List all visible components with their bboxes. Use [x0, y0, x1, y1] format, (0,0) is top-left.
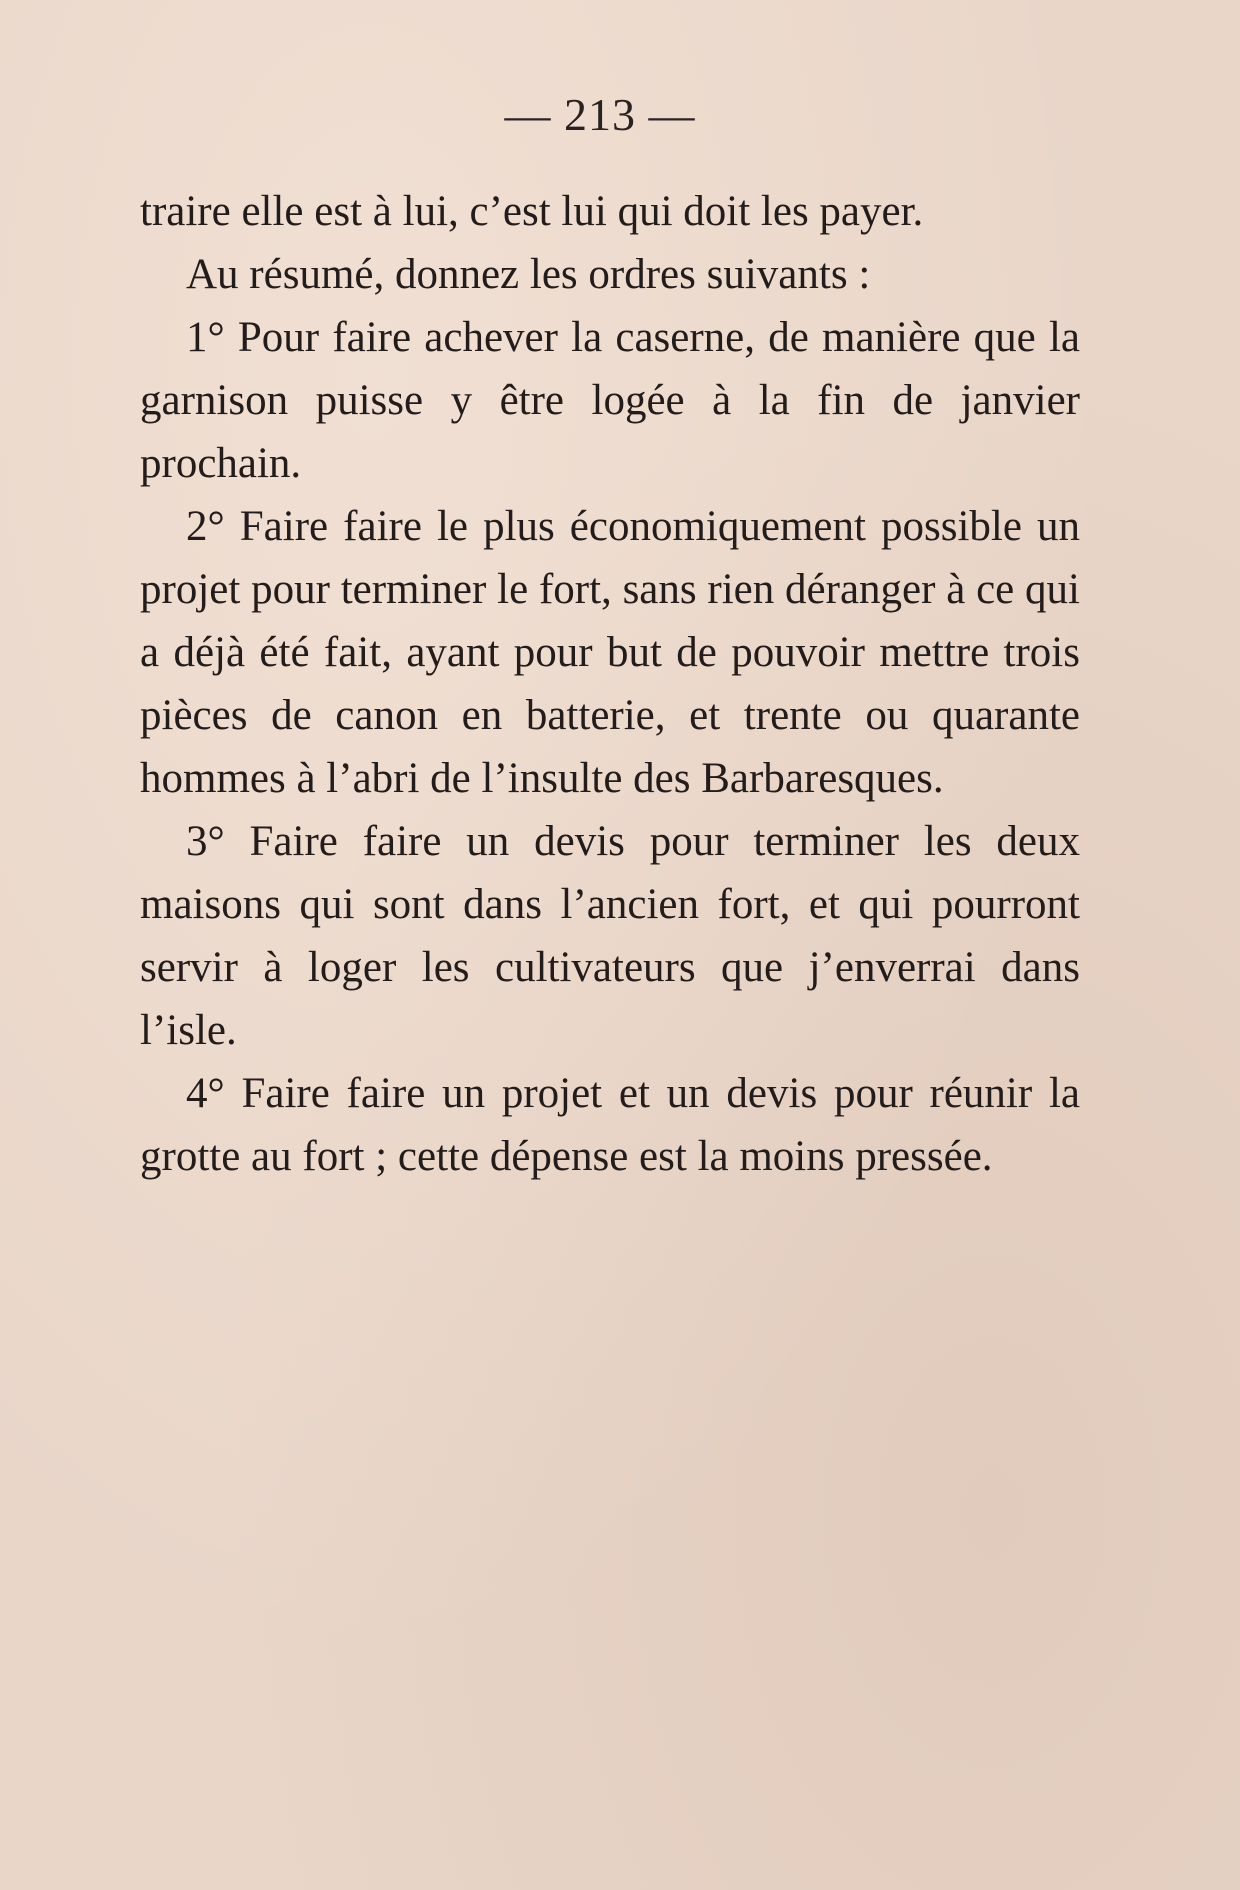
paragraph-summary: Au résumé, donnez les ordres suivants :	[186, 251, 871, 298]
paragraph-order-2: 2° Faire faire le plus économiquement possible un projet pour terminer le fort, sans rien déranger à ce qui a déjà été fait, ayant pour but de pouvoir mettre trois pièces de canon en batterie, et trente ou quarante hommes à l’abri de l’insulte des Barbaresques.	[140, 503, 1080, 802]
paragraph-continuation: traire elle est à lui, c’est lui qui doit les payer.	[140, 188, 924, 235]
paragraph-order-3: 3° Faire faire un devis pour terminer les deux maisons qui sont dans l’ancien fort, et qui pourront servir à loger les cultivateurs que j’enverrai dans l’isle.	[140, 818, 1080, 1054]
paragraph-order-1: 1° Pour faire achever la caserne, de manière que la garnison puisse y être logée à la fin de janvier prochain.	[140, 314, 1080, 487]
body-text	[140, 180, 1080, 1188]
paragraph-order-4: 4° Faire faire un projet et un devis pour réunir la grotte au fort ; cette dépense est la moins pressée.	[140, 1070, 1080, 1180]
page-number: — 213 —	[504, 89, 696, 140]
